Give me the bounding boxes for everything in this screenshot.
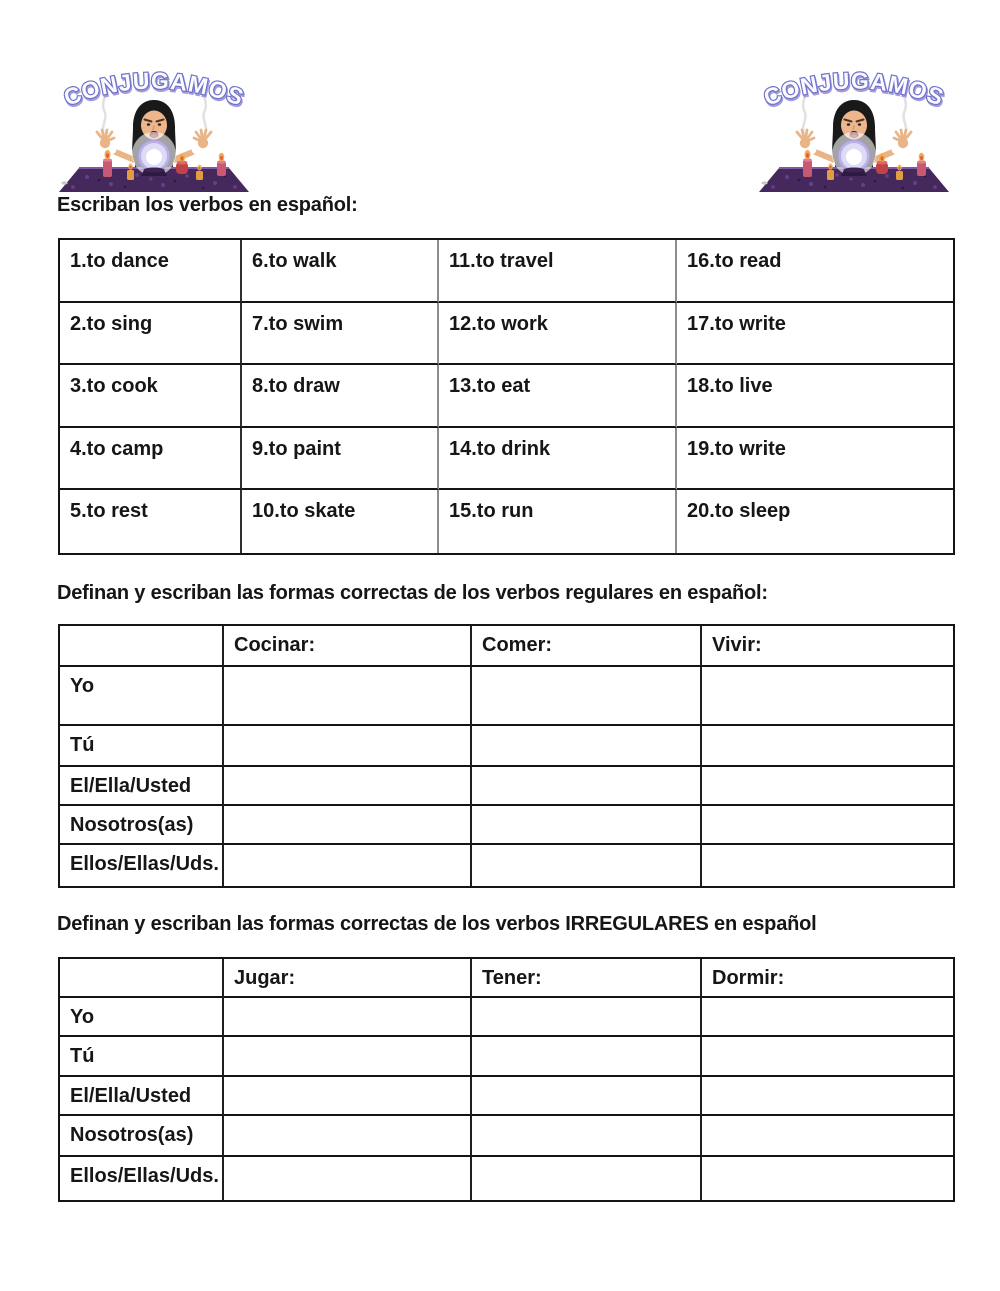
- verb-label: 8.to draw: [252, 375, 340, 398]
- answer-cell[interactable]: [224, 998, 472, 1037]
- answer-cell[interactable]: [224, 1157, 472, 1200]
- pronoun-yo: Yo: [60, 667, 224, 726]
- answer-cell[interactable]: [224, 845, 472, 886]
- verb-cell[interactable]: [60, 490, 242, 553]
- verb-label: 3.to cook: [70, 375, 158, 398]
- verb-cell[interactable]: [242, 365, 439, 428]
- pronoun-el-ella-usted: El/Ella/Usted: [60, 767, 224, 806]
- verb-header-jugar: Jugar:: [224, 959, 472, 998]
- answer-cell[interactable]: [472, 998, 702, 1037]
- answer-cell[interactable]: [472, 1116, 702, 1157]
- verb-label: 1.to dance: [70, 250, 169, 272]
- verb-cell[interactable]: [60, 428, 242, 491]
- verb-label: 6.to walk: [252, 250, 337, 272]
- answer-cell[interactable]: [702, 1037, 953, 1077]
- corner-cell: [60, 626, 224, 667]
- verb-cell[interactable]: [439, 428, 677, 491]
- regular-conjugation-table: [58, 624, 955, 888]
- verb-label: 14.to drink: [449, 437, 551, 460]
- answer-cell[interactable]: [472, 845, 702, 886]
- verb-label: 10.to skate: [252, 500, 356, 523]
- answer-cell[interactable]: [224, 1037, 472, 1077]
- pronoun-yo: Yo: [60, 998, 224, 1037]
- verb-cell[interactable]: [677, 428, 953, 491]
- pronoun-nosotros: Nosotros(as): [60, 1116, 224, 1157]
- verb-cell[interactable]: [677, 365, 953, 428]
- irregular-conjugation-table: [58, 957, 955, 1202]
- verb-cell[interactable]: [60, 365, 242, 428]
- answer-cell[interactable]: [702, 845, 953, 886]
- answer-cell[interactable]: [224, 767, 472, 806]
- verb-label: 11.to travel: [449, 250, 554, 272]
- answer-cell[interactable]: [702, 1157, 953, 1200]
- answer-cell[interactable]: [224, 1116, 472, 1157]
- answer-cell[interactable]: [702, 726, 953, 767]
- answer-cell[interactable]: [472, 806, 702, 845]
- verb-cell[interactable]: [242, 303, 439, 366]
- answer-cell[interactable]: [472, 1157, 702, 1200]
- conjugamos-illustration-left: [57, 64, 251, 192]
- instruction-write-verbs: Escriban los verbos en español:: [57, 194, 358, 216]
- verb-cell[interactable]: [439, 365, 677, 428]
- verb-label: 13.to eat: [449, 375, 531, 398]
- verb-label: 17.to write: [687, 312, 786, 335]
- pronoun-ellos-ellas-uds: Ellos/Ellas/Uds.: [60, 1157, 224, 1200]
- answer-cell[interactable]: [702, 667, 953, 726]
- verb-cell[interactable]: [439, 490, 677, 553]
- verb-label: 16.to read: [687, 250, 782, 272]
- verb-label: 18.to live: [687, 375, 773, 398]
- pronoun-el-ella-usted: El/Ella/Usted: [60, 1077, 224, 1116]
- verb-label: 2.to sing: [70, 312, 153, 335]
- answer-cell[interactable]: [472, 767, 702, 806]
- verb-label: 9.to paint: [252, 437, 341, 460]
- verb-label: 20.to sleep: [687, 500, 791, 523]
- verb-cell[interactable]: [242, 490, 439, 553]
- verb-label: 15.to run: [449, 500, 534, 523]
- verb-header-comer: Comer:: [472, 626, 702, 667]
- answer-cell[interactable]: [224, 667, 472, 726]
- verb-label: 5.to rest: [70, 500, 148, 523]
- answer-cell[interactable]: [472, 1037, 702, 1077]
- verb-header-cocinar: Cocinar:: [224, 626, 472, 667]
- conjugamos-illustration-right: [757, 64, 951, 192]
- pronoun-tu: Tú: [60, 726, 224, 767]
- pronoun-ellos-ellas-uds: Ellos/Ellas/Uds.: [60, 845, 224, 886]
- verb-label: 19.to write: [687, 437, 786, 460]
- verb-cell[interactable]: [60, 303, 242, 366]
- answer-cell[interactable]: [702, 1116, 953, 1157]
- answer-cell[interactable]: [472, 667, 702, 726]
- verb-cell[interactable]: [60, 240, 242, 303]
- answer-cell[interactable]: [702, 998, 953, 1037]
- instruction-irregular-verbs: Definan y escriban las formas correctas de los verbos IRREGULARES en español: [57, 913, 817, 935]
- answer-cell[interactable]: [702, 806, 953, 845]
- verb-header-dormir: Dormir:: [702, 959, 953, 998]
- verb-cell[interactable]: [677, 240, 953, 303]
- verb-cell[interactable]: [242, 240, 439, 303]
- pronoun-nosotros: Nosotros(as): [60, 806, 224, 845]
- verb-header-vivir: Vivir:: [702, 626, 953, 667]
- answer-cell[interactable]: [224, 1077, 472, 1116]
- answer-cell[interactable]: [472, 1077, 702, 1116]
- verb-cell[interactable]: [242, 428, 439, 491]
- verb-label: 7.to swim: [252, 312, 344, 335]
- answer-cell[interactable]: [472, 726, 702, 767]
- verb-header-tener: Tener:: [472, 959, 702, 998]
- verb-cell[interactable]: [439, 240, 677, 303]
- answer-cell[interactable]: [702, 767, 953, 806]
- corner-cell: [60, 959, 224, 998]
- verb-table: [58, 238, 955, 555]
- pronoun-tu: Tú: [60, 1037, 224, 1077]
- verb-cell[interactable]: [677, 490, 953, 553]
- answer-cell[interactable]: [224, 726, 472, 767]
- verb-cell[interactable]: [439, 303, 677, 366]
- verb-label: 12.to work: [449, 312, 548, 335]
- answer-cell[interactable]: [702, 1077, 953, 1116]
- verb-label: 4.to camp: [70, 437, 164, 460]
- instruction-regular-verbs: Definan y escriban las formas correctas de los verbos regulares en español:: [57, 582, 768, 604]
- verb-cell[interactable]: [677, 303, 953, 366]
- answer-cell[interactable]: [224, 806, 472, 845]
